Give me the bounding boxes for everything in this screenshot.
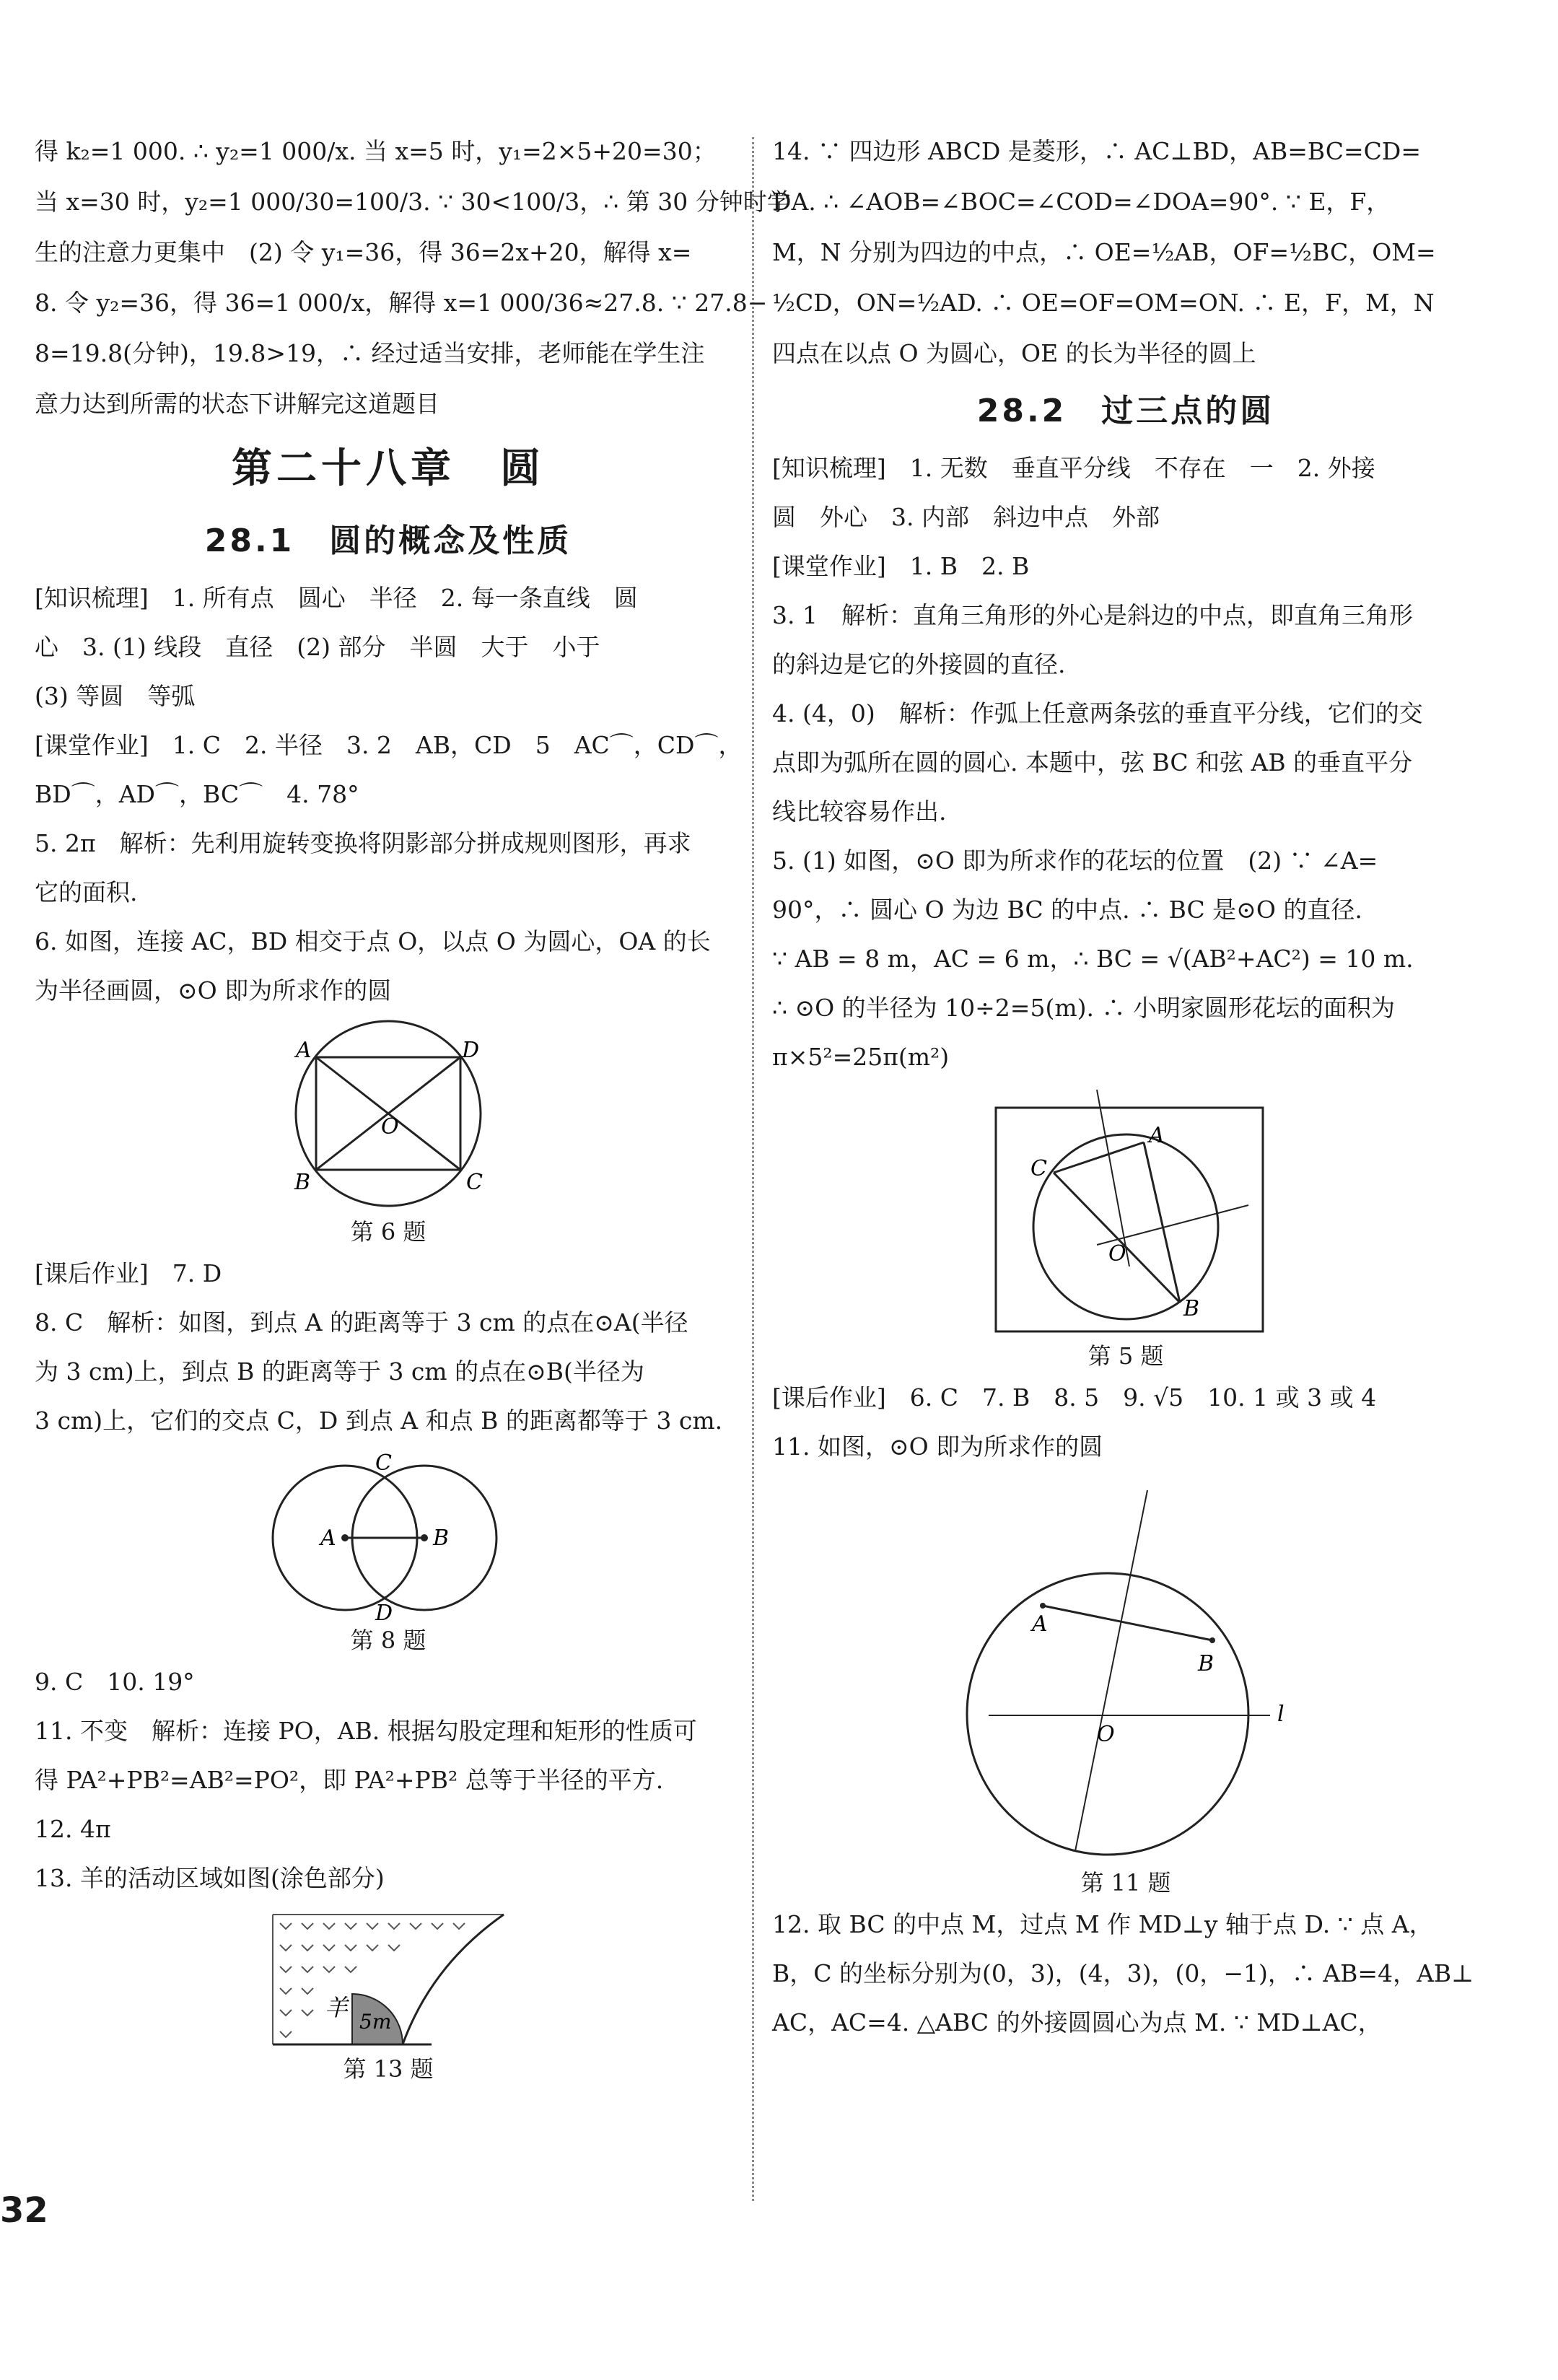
label-b: B <box>433 1526 450 1551</box>
text-line: 它的面积. <box>35 878 138 906</box>
section-title: 28.1 圆的概念及性质 <box>204 522 572 559</box>
label-c: C <box>466 1170 483 1195</box>
label-a: A <box>1149 1123 1165 1148</box>
label-c: C <box>375 1451 392 1476</box>
text-line: 圆 外心 3. 内部 斜边中点 外部 <box>772 503 1160 531</box>
label-c: C <box>1030 1156 1047 1181</box>
figure-13-diagram <box>266 1907 511 2052</box>
text-line: DA. ∴ ∠AOB=∠BOC=∠COD=∠DOA=90°. ∵ E，F， <box>772 188 1391 216</box>
right-column <box>772 126 1479 2047</box>
text-line: 心 3. (1) 线段 直径 (2) 部分 半圆 大于 小于 <box>35 633 600 661</box>
label-a: A <box>296 1038 312 1063</box>
text-line: 3 cm)上，它们的交点 C，D 到点 A 和点 B 的距离都等于 3 cm. <box>35 1406 723 1435</box>
text-line: [知识梳理] 1. 所有点 圆心 半径 2. 每一条直线 圆 <box>35 584 638 612</box>
label-o: O <box>381 1114 399 1139</box>
text-line: 8. 令 y₂=36，得 36=1 000/x，解得 x=1 000/36≈27.8. ∵ 27.8− <box>35 289 768 317</box>
text-line: 4. (4，0) 解析：作弧上任意两条弦的垂直平分线，它们的交 <box>772 699 1423 727</box>
figure-11-caption: 第 11 题 <box>1080 1869 1171 1896</box>
left-column <box>35 126 791 2086</box>
text-line: 四点在以点 O 为圆心，OE 的长为半径的圆上 <box>772 339 1256 367</box>
label-o: O <box>1108 1241 1126 1266</box>
page-number: 32 <box>0 2190 48 2231</box>
text-line: 为 3 cm)上，到点 B 的距离等于 3 cm 的点在⊙B(半径为 <box>35 1357 644 1386</box>
text-line: 90°，∴ 圆心 O 为边 BC 的中点. ∴ BC 是⊙O 的直径. <box>772 896 1362 924</box>
label-sheep: 羊 <box>325 1994 349 2021</box>
text-line: 12. 取 BC 的中点 M，过点 M 作 MD⊥y 轴于点 D. ∵ 点 A， <box>772 1910 1433 1938</box>
column-divider <box>752 137 754 2201</box>
figure-8-diagram <box>251 1450 525 1623</box>
text-line: π×5²=25π(m²) <box>772 1043 950 1071</box>
label-a: A <box>320 1526 336 1551</box>
figure-5-diagram <box>981 1086 1270 1339</box>
text-line: 12. 4π <box>35 1815 111 1843</box>
figure-6-caption: 第 6 题 <box>350 1218 426 1246</box>
label-length: 5m <box>359 2010 392 2034</box>
chapter-title: 第二十八章 圆 <box>232 445 545 492</box>
figure-5-caption: 第 5 题 <box>1087 1342 1164 1370</box>
text-line: BD⌒，AD⌒，BC⌒ 4. 78° <box>35 780 359 808</box>
figure-11-diagram <box>960 1476 1292 1865</box>
text-line: 8. C 解析：如图，到点 A 的距离等于 3 cm 的点在⊙A(半径 <box>35 1308 688 1336</box>
figure-13-caption: 第 13 题 <box>343 2055 434 2083</box>
text-line: 3. 1 解析：直角三角形的外心是斜边的中点，即直角三角形 <box>772 601 1413 629</box>
text-line: ½CD，ON=½AD. ∴ OE=OF=OM=ON. ∴ E，F，M，N <box>772 289 1435 317</box>
text-line: B，C 的坐标分别为(0，3)，(4，3)，(0，−1)，∴ AB=4，AB⊥ <box>772 1959 1474 1987</box>
text-line: 14. ∵ 四边形 ABCD 是菱形，∴ AC⊥BD，AB=BC=CD= <box>772 137 1422 165</box>
text-line: ∵ AB = 8 m，AC = 6 m，∴ BC = √(AB²+AC²) = 10 m. <box>772 945 1414 973</box>
text-line: [课后作业] 6. C 7. B 8. 5 9. √5 10. 1 或 3 或 4 <box>772 1383 1377 1412</box>
text-line: 11. 如图，⊙O 即为所求作的圆 <box>772 1432 1103 1461</box>
text-line: [课后作业] 7. D <box>35 1259 222 1287</box>
text-line: 的斜边是它的外接圆的直径. <box>772 650 1066 678</box>
text-line: 6. 如图，连接 AC，BD 相交于点 O，以点 O 为圆心，OA 的长 <box>35 927 711 955</box>
text-line: 得 k₂=1 000. ∴ y₂=1 000/x. 当 x=5 时，y₁=2×5+20=30； <box>35 137 717 165</box>
text-line: [知识梳理] 1. 无数 垂直平分线 不存在 一 2. 外接 <box>772 454 1375 482</box>
text-line: 5. 2π 解析：先利用旋转变换将阴影部分拼成规则图形，再求 <box>35 829 691 857</box>
text-line: 得 PA²+PB²=AB²=PO²，即 PA²+PB² 总等于半径的平方. <box>35 1766 664 1794</box>
label-b: B <box>294 1170 311 1195</box>
text-line: 生的注意力更集中 (2) 令 y₁=36，得 36=2x+20，解得 x= <box>35 238 692 266</box>
text-line: 5. (1) 如图，⊙O 即为所求作的花坛的位置 (2) ∵ ∠A= <box>772 846 1378 875</box>
text-line: 9. C 10. 19° <box>35 1668 195 1696</box>
label-a: A <box>1032 1611 1048 1637</box>
text-line: 当 x=30 时，y₂=1 000/30=100/3. ∵ 30<100/3，∴ 第 30 分钟时学 <box>35 188 791 216</box>
text-line: 点即为弧所在圆的圆心. 本题中，弦 BC 和弦 AB 的垂直平分 <box>772 748 1413 776</box>
text-line: 为半径画圆，⊙O 即为所求作的圆 <box>35 976 392 1005</box>
label-d: D <box>375 1601 393 1623</box>
text-line: AC，AC=4. △ABC 的外接圆圆心为点 M. ∵ MD⊥AC， <box>772 2008 1382 2036</box>
text-line: (3) 等圆 等弧 <box>35 682 196 710</box>
text-line: ∴ ⊙O 的半径为 10÷2=5(m). ∴ 小明家圆形花坛的面积为 <box>772 994 1395 1022</box>
text-line: [课堂作业] 1. C 2. 半径 3. 2 AB，CD 5 AC⌒，CD⌒， <box>35 731 743 759</box>
label-b: B <box>1183 1296 1200 1321</box>
section-title: 28.2 过三点的圆 <box>976 393 1275 429</box>
text-line: 13. 羊的活动区域如图(涂色部分) <box>35 1864 385 1892</box>
text-line: 11. 不变 解析：连接 PO，AB. 根据勾股定理和矩形的性质可 <box>35 1717 697 1745</box>
label-l: l <box>1277 1702 1285 1727</box>
label-o: O <box>1097 1722 1115 1747</box>
text-line: 意力达到所需的状态下讲解完这道题目 <box>35 390 439 418</box>
figure-6-diagram <box>273 1020 504 1215</box>
label-d: D <box>462 1038 480 1063</box>
text-line: [课堂作业] 1. B 2. B <box>772 552 1030 580</box>
figure-8-caption: 第 8 题 <box>350 1627 426 1654</box>
label-b: B <box>1198 1651 1215 1676</box>
text-line: M，N 分别为四边的中点，∴ OE=½AB，OF=½BC，OM= <box>772 238 1436 266</box>
text-line: 8=19.8(分钟)，19.8>19，∴ 经过适当安排，老师能在学生注 <box>35 339 705 367</box>
text-line: 线比较容易作出. <box>772 797 947 826</box>
